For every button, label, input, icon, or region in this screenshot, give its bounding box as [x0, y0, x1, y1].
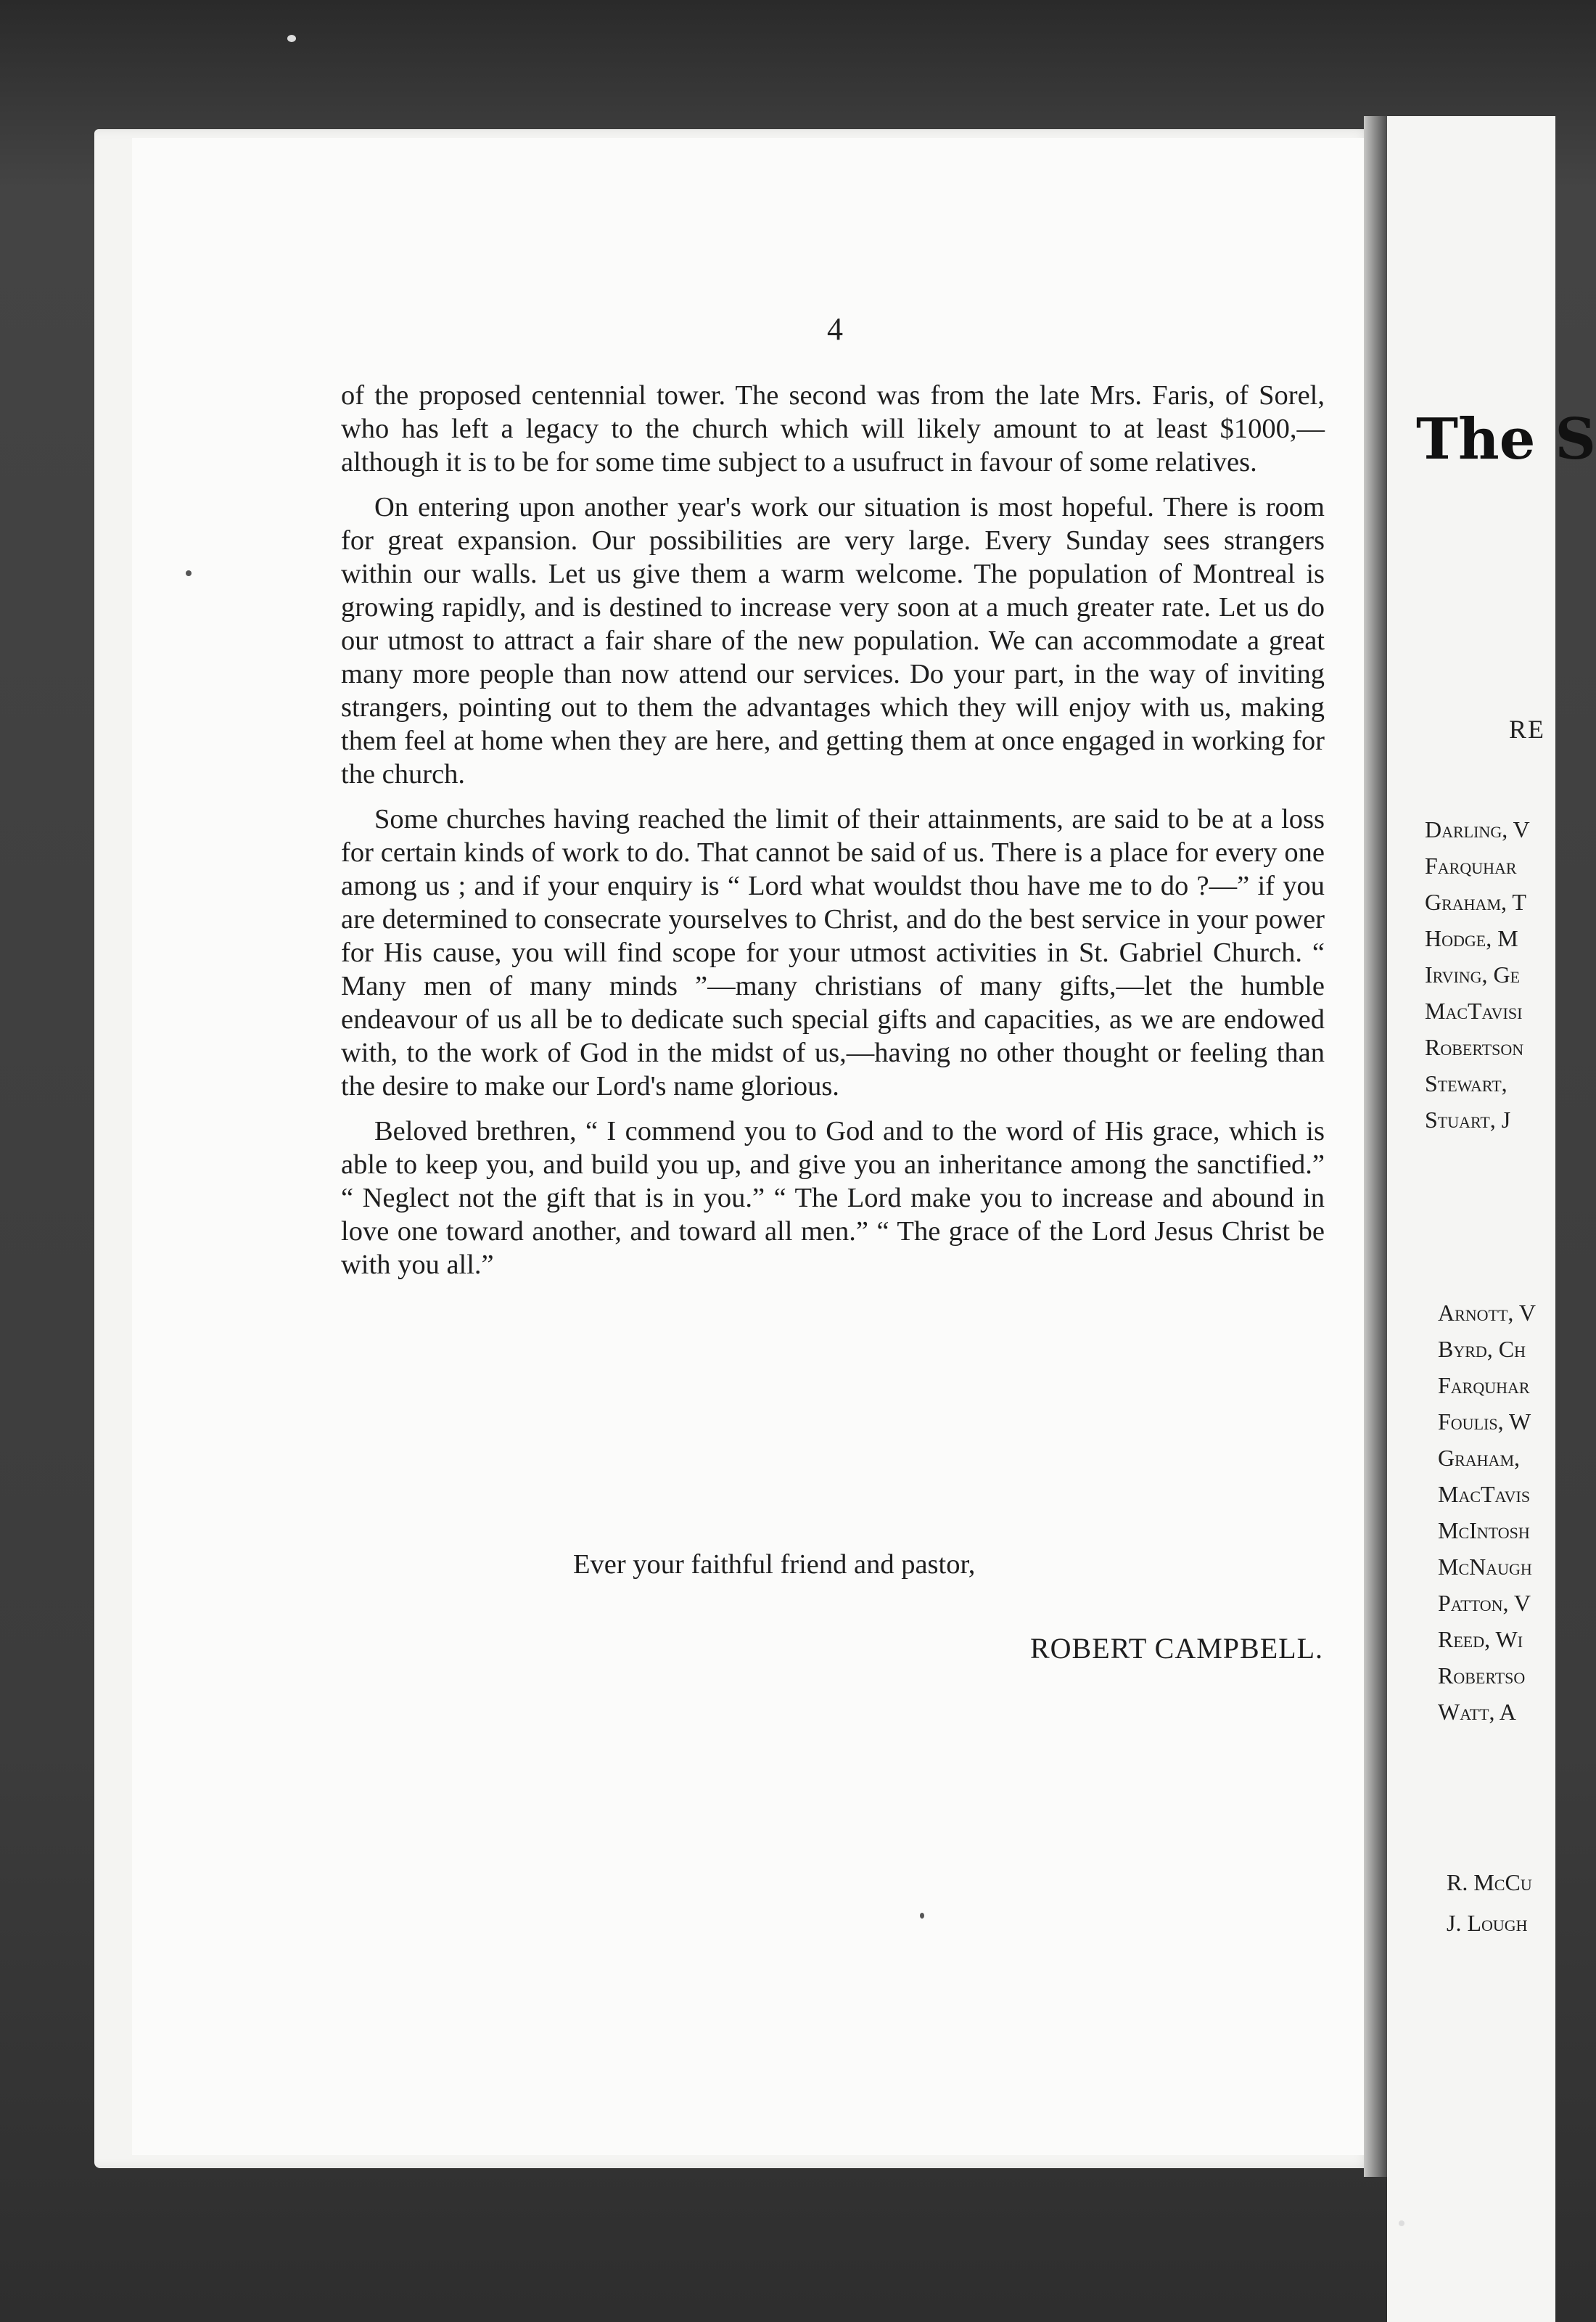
list-item: Stuart, J	[1425, 1107, 1511, 1133]
signature: ROBERT CAMPBELL.	[1029, 1632, 1323, 1665]
list-item: Darling, V	[1425, 816, 1530, 842]
list-item: Arnott, V	[1438, 1300, 1536, 1326]
dust-speck	[920, 1913, 924, 1919]
list-item: Patton, V	[1438, 1590, 1531, 1616]
list-item: Farquhar	[1438, 1372, 1530, 1398]
name-list-b	[1438, 1295, 1536, 1730]
list-item: Farquhar	[1425, 853, 1517, 879]
list-item: Irving, Ge	[1425, 961, 1521, 988]
right-page-heading: RE	[1509, 715, 1546, 744]
name-list-a	[1425, 811, 1530, 1138]
list-item: Robertson	[1425, 1034, 1524, 1060]
paragraph: On entering upon another year's work our situation is most hopeful. There is room for great expansion. Our possibilities are very large. Every Sunday sees strangers within our walls. Let us give them a warm welcome. The population of Montreal is growing rapidly, and is destined to increase very soon at a much greater rate. Let us do our utmost to attract a fair share of the new population. We can accommodate a great many more people than now attend our services. Do your part, in the way of inviting strangers, pointing out to them the advantages which they will enjoy with us, making them feel at home when they are here, and getting them at once engaged in working for the church.	[341, 492, 1325, 789]
name-list-c	[1447, 1862, 1532, 1943]
dust-speck	[1399, 2220, 1404, 2226]
list-item: Foulis, W	[1438, 1408, 1531, 1435]
list-item: Byrd, Ch	[1438, 1336, 1526, 1362]
right-page-title: The S	[1416, 406, 1596, 472]
list-item: Graham,	[1438, 1445, 1521, 1471]
list-item: J. Lough	[1447, 1910, 1528, 1936]
list-item: McNaugh	[1438, 1554, 1532, 1580]
paragraph: of the proposed centennial tower. The second was from the late Mrs. Faris, of Sorel, who has left a legacy to the church which will likely amount to at least $1000,—although it is to be for some time subject to a usufruct in favour of some relatives.	[341, 380, 1325, 477]
list-item: McIntosh	[1438, 1517, 1530, 1543]
dust-speck	[186, 570, 192, 576]
list-item: Watt, A	[1438, 1699, 1516, 1725]
list-item: Reed, Wi	[1438, 1626, 1523, 1652]
list-item: Graham, T	[1425, 889, 1526, 915]
letter-body	[341, 379, 1325, 1293]
list-item: MacTavisi	[1425, 998, 1523, 1024]
list-item: Robertso	[1438, 1662, 1526, 1689]
list-item: Stewart,	[1425, 1070, 1507, 1096]
list-item: MacTavis	[1438, 1481, 1531, 1507]
dust-speck	[287, 35, 296, 42]
list-item: R. McCu	[1447, 1869, 1532, 1895]
list-item: Hodge, M	[1425, 925, 1518, 951]
page-number: 4	[827, 311, 843, 347]
paragraph: Beloved brethren, “ I commend you to God and to the word of His grace, which is able to keep you, and build you up, and give you an inheritance among the sanctified.” “ Neglect not the gift that is in you.” “ The Lord make you to increase and abound in love one toward another, and toward all men.” “ The grace of the Lord Jesus Christ be with you all.”	[341, 1116, 1325, 1280]
letter-closing: Ever your faithful friend and pastor,	[573, 1549, 976, 1580]
paragraph: Some churches having reached the limit of their attainments, are said to be at a loss for certain kinds of work to do. That cannot be said of us. There is a place for every one among us ; and if your enquiry is “ Lord what wouldst thou have me to do ?—” if you are determined to consecrate yourselves to Christ, and do the best service in your power for His cause, you will find scope for your utmost activities in St. Gabriel Church. “ Many men of many minds ”—many christians of many gifts,—let the humble endeavour of us all be to dedicate such special gifts and capacities, as we are endowed with, to the work of God in the midst of us,—having no other thought or feeling than the desire to make our Lord's name glorious.	[341, 804, 1325, 1101]
